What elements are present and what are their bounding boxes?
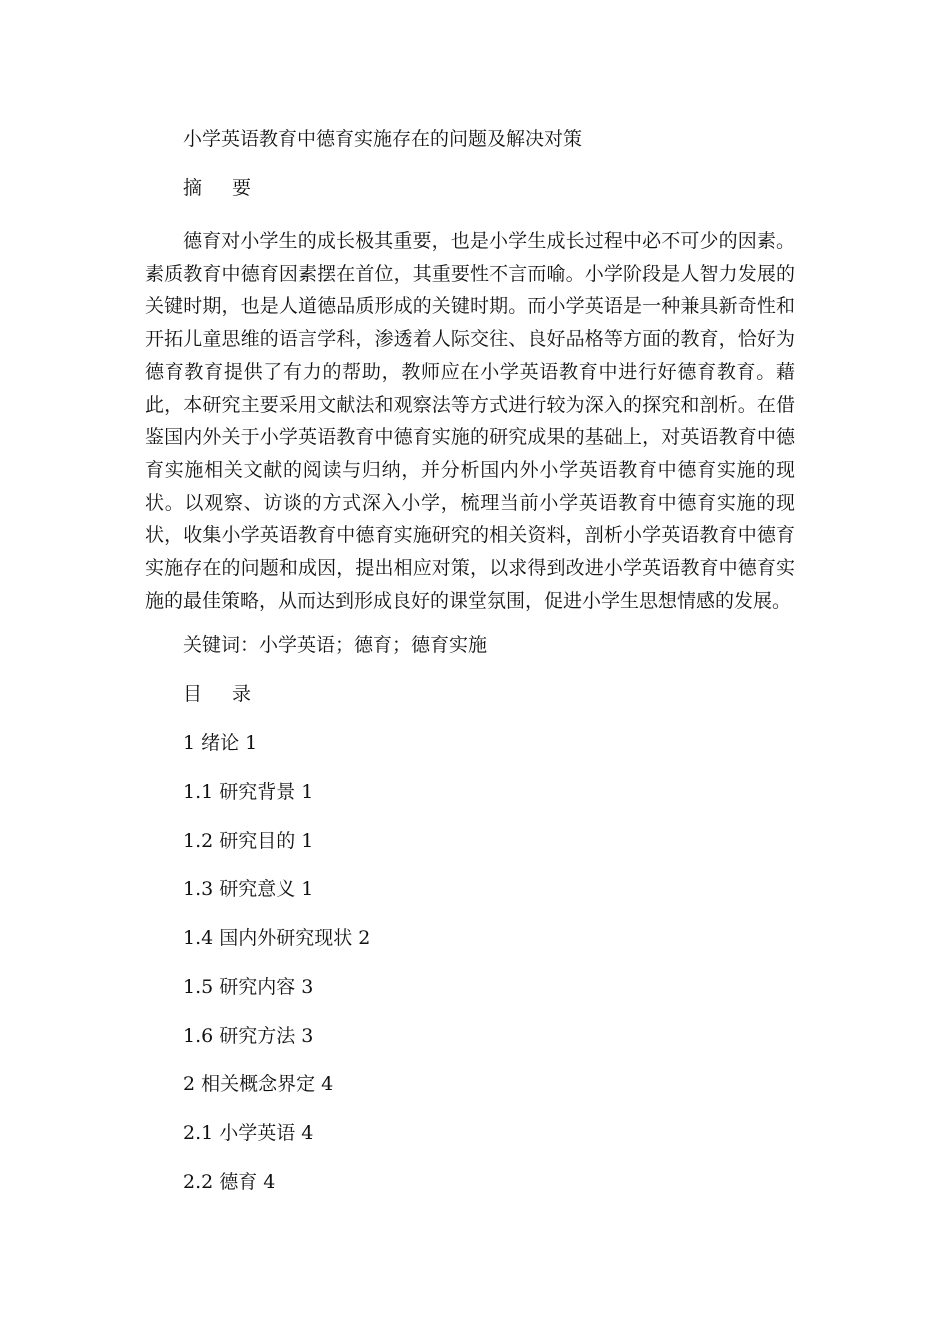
toc-item: 1.4 国内外研究现状 2: [183, 927, 371, 949]
document-title: 小学英语教育中德育实施存在的问题及解决对策: [183, 128, 583, 150]
abstract-heading: 摘 要: [183, 177, 264, 199]
toc-item: 2.1 小学英语 4: [183, 1122, 314, 1144]
toc-item: 1.6 研究方法 3: [183, 1025, 314, 1047]
toc-item: 1 绪论 1: [183, 732, 258, 754]
toc-item: 2.2 德育 4: [183, 1171, 276, 1193]
toc-item: 1.5 研究内容 3: [183, 976, 314, 998]
keywords-line: 关键词：小学英语；德育；德育实施: [183, 634, 488, 656]
abstract-paragraph: 德育对小学生的成长极其重要，也是小学生成长过程中必不可少的因素。素质教育中德育因素摆在首位，其重要性不言而喻。小学阶段是人智力发展的关键时期，也是人道德品质形成的关键时期。而小学英语是一种兼具新奇性和开拓儿童思维的语言学科，渗透着人际交往、良好品格等方面的教育，恰好为德育教育提供了有力的帮助，教师应在小学英语教育中进行好德育教育。藉此，本研究主要采用文献法和观察法等方式进行较为深入的探究和剖析。在借鉴国内外关于小学英语教育中德育实施的研究成果的基础上，对英语教育中德育实施相关文献的阅读与归纳，并分析国内外小学英语教育中德育实施的现状。以观察、访谈的方式深入小学，梳理当前小学英语教育中德育实施的现状，收集小学英语教育中德育实施研究的相关资料，剖析小学英语教育中德育实施存在的问题和成因，提出相应对策，以求得到改进小学英语教育中德育实施的最佳策略，从而达到形成良好的课堂氛围，促进小学生思想情感的发展。: [145, 230, 795, 612]
toc-item: 1.2 研究目的 1: [183, 830, 314, 852]
toc-heading: 目 录: [183, 683, 264, 705]
toc-item: 2 相关概念界定 4: [183, 1073, 334, 1095]
toc-item: 1.1 研究背景 1: [183, 781, 314, 803]
toc-item: 1.3 研究意义 1: [183, 878, 314, 900]
